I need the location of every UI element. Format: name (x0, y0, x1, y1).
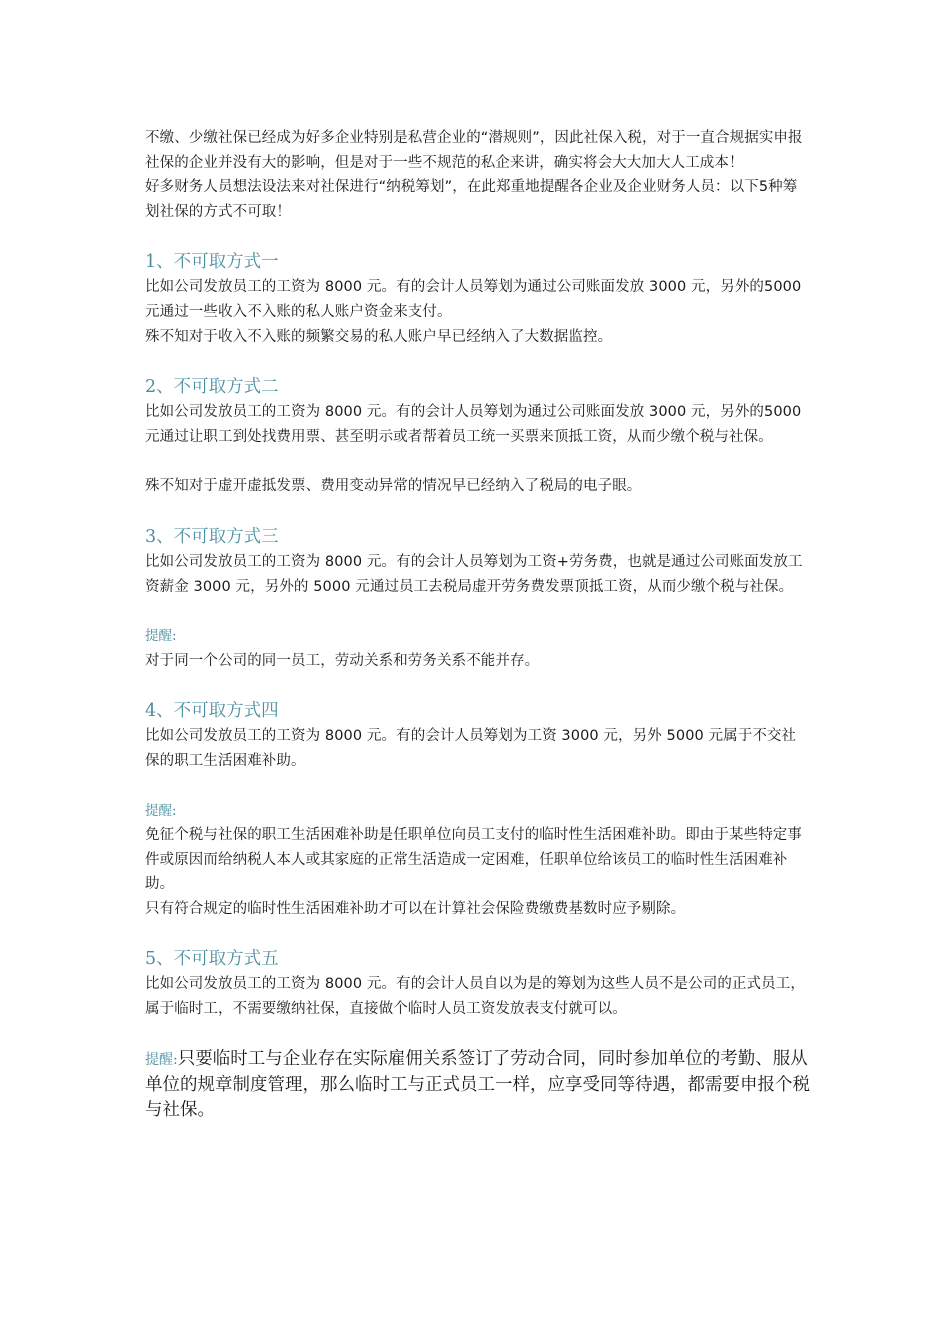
section-4-tip-paragraph-2: 只有符合规定的临时性生活困难补助才可以在计算社会保险费缴费基数时应予剔除。 (145, 900, 686, 917)
section-heading-3: 3、不可取方式三 (145, 526, 279, 547)
section-1-paragraph-1: 比如公司发放员工的工资为 8000 元。有的会计人员筹划为通过公司账面发放 3000 元，另外的5000 元通过一些收入不入账的私人账户资金来支付。 (145, 279, 802, 320)
section-5-paragraph-1: 比如公司发放员工的工资为 8000 元。有的会计人员自以为是的筹划为这些人员不是公司的正式员工，属于临时工，不需要缴纳社保，直接做个临时人员工资发放表支付就可以。 (145, 976, 805, 1018)
section-heading-2: 2、不可取方式二 (145, 377, 279, 398)
section-5-tip-text: 只要临时工与企业存在实际雇佣关系签订了劳动合同，同时参加单位的考勤、服从单位的规章制度管理，那么临时工与正式员工一样，应享受同等待遇，都需要申报个税与社保。 (145, 1048, 810, 1121)
section-4-paragraph-1: 比如公司发放员工的工资为 8000 元。有的会计人员筹划为工资 3000 元，另外 5000 元属于不交社保的职工生活困难补助。 (145, 728, 797, 769)
section-heading-1: 1、不可取方式一 (145, 252, 279, 273)
section-5-final-tip (145, 1047, 810, 1124)
section-1-paragraph-2: 殊不知对于收入不入账的频繁交易的私人账户早已经纳入了大数据监控。 (145, 328, 613, 345)
section-4-tip-label: 提醒: (145, 802, 177, 819)
section-heading-5: 5、不可取方式五 (145, 949, 279, 970)
intro-paragraph-1: 不缴、少缴社保已经成为好多企业特别是私营企业的“潜规则”，因此社保入税，对于一直合规据实申报社保的企业并没有大的影响，但是对于一些不规范的私企来讲，确实将会大大加大人工成本！ (145, 130, 803, 171)
section-3-tip-label: 提醒: (145, 628, 177, 645)
intro-paragraph-2: 好多财务人员想法设法来对社保进行“纳税筹划”，在此郑重地提醒各企业及企业财务人员：以下5种筹划社保的方式不可取！ (145, 179, 798, 220)
section-2-paragraph-1: 比如公司发放员工的工资为 8000 元。有的会计人员筹划为通过公司账面发放 3000 元，另外的5000 元通过让职工到处找费用票、甚至明示或者帮着员工统一买票来顶抵工资，从而少缴个税与社保。 (145, 404, 802, 445)
section-3-tip-paragraph-1: 对于同一个公司的同一员工，劳动关系和劳务关系不能并存。 (145, 652, 540, 669)
section-4-tip-paragraph-1: 免征个税与社保的职工生活困难补助是任职单位向员工支付的临时性生活困难补助。即由于某些特定事件或原因而给纳税人本人或其家庭的正常生活造成一定困难，任职单位给该员工的临时性生活困难补助。 (145, 827, 802, 893)
section-2-paragraph-2: 殊不知对于虚开虚抵发票、费用变动异常的情况早已经纳入了税局的电子眼。 (145, 478, 642, 495)
article-body (145, 126, 810, 1123)
section-5-tip-label: 提醒: (145, 1051, 178, 1068)
section-3-paragraph-1: 比如公司发放员工的工资为 8000 元。有的会计人员筹划为工资+劳务费，也就是通过公司账面发放工资薪金 3000 元，另外的 5000 元通过员工去税局虚开劳务费发票顶抵工资，从而少缴个税与社保。 (145, 553, 803, 595)
section-heading-4: 4、不可取方式四 (145, 701, 279, 722)
